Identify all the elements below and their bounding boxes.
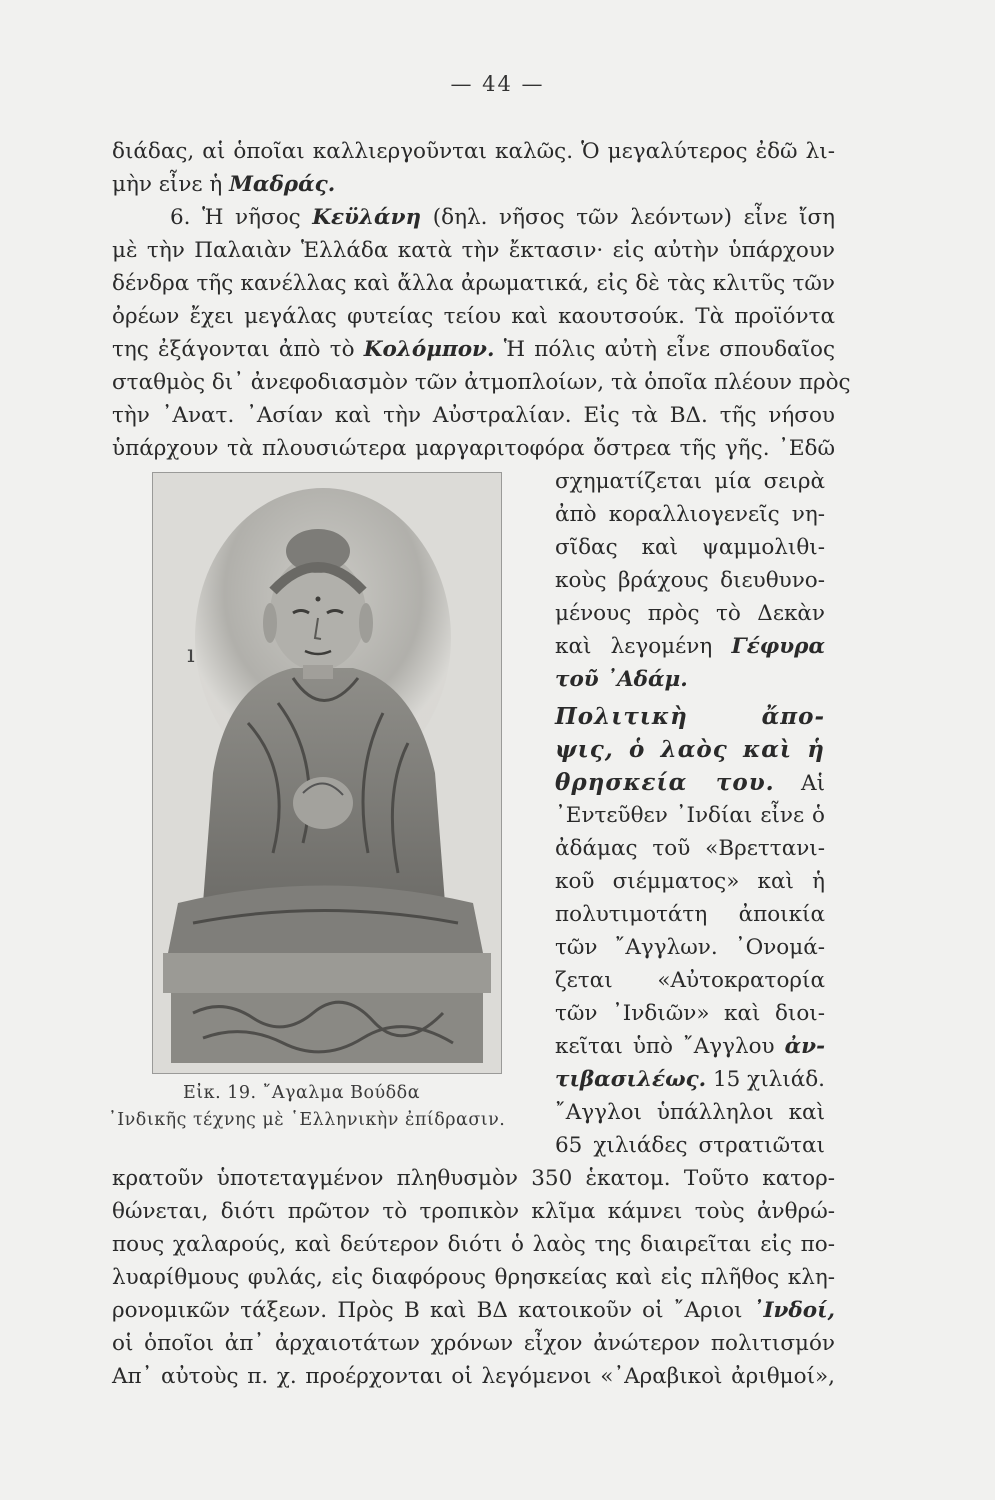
text-line: διάδας, αἱ ὁποῖαι καλλιεργοῦνται καλῶς. Ὁ μεγαλύτερος ἐδῶ λι- [112,139,835,164]
figure-caption: Εἰκ. 19. ῎Αγαλμα Βούδδα [183,1083,421,1103]
place-name: Κεϋλάνη [312,205,422,230]
text-line: κρατοῦν ὑποτεταγμένον πληθυσμὸν 350 ἑκατομ. Τοῦτο κατορ- [112,1166,835,1191]
text-line: 6. Ἡ νῆσος Κεϋλάνη (δηλ. νῆσος τῶν λεόντων) εἶνε ἴση [170,205,836,230]
text-line: δένδρα τῆς κανέλλας καὶ ἄλλα ἀρωματικά, εἰς δὲ τὰς κλιτῦς τῶν [112,271,835,296]
text-line: τῶν ᾽Ινδιῶν» καὶ διοι- [555,1001,825,1026]
place-name: Μαδράς. [229,172,336,197]
text-line: μένους πρὸς τὸ Δεκὰν [555,601,825,626]
people-name: ᾽Ινδοί, [752,1298,835,1323]
text-line: κοῦ σιέμματος» καὶ ἡ [555,869,825,894]
text-line: καὶ λεγομένη Γέφυρα [555,634,825,659]
text-line: ῎Αγγλοι ὑπάλληλοι καὶ [555,1100,825,1125]
section-heading: ψις, ὁ λαὸς καὶ ἡ [555,736,825,763]
figure-caption: ᾽Ινδικῆς τέχνης μὲ ῾Ελληνικὴν ἐπίδρασιν. [108,1110,506,1130]
text-line: της ἐξάγονται ἀπὸ τὸ Κολόμπον. Ἡ πόλις αὐτὴ εἶνε σπουδαῖος [112,337,835,362]
text-line: τιβασιλέως. 15 χιλιάδ. [555,1067,825,1092]
section-heading: θρησκεία του. Αἱ [555,769,826,796]
text-line: θώνεται, διότι πρῶτον τὸ τροπικὸν κλῖμα κάμνει τοὺς ἀνθρώ- [112,1199,835,1224]
text-line: πους χαλαρούς, καὶ δεύτερον διότι ὁ λαὸς της διαιρεῖται εἰς πο- [112,1232,835,1257]
text-line: ὀρέων ἔχει μεγάλας φυτείας τείου καὶ καουτσούκ. Τὰ προϊόντα [112,304,835,329]
title-word: τιβασιλέως. [555,1067,707,1092]
text-line: τῶν ῎Αγγλων. ᾽Ονομά- [555,935,825,960]
ink-mark: ı [187,640,195,668]
text-line: σχηματίζεται μία σειρὰ [555,469,825,494]
place-name: Κολόμπον. [363,337,495,362]
text-line: μὴν εἶνε ἡ Μαδράς. [112,172,336,197]
text-line: κεῖται ὑπὸ ῎Αγγλου ἀν- [555,1034,825,1059]
text-line [555,663,825,696]
text-line: οἱ ὁποῖοι ἀπ᾽ ἀρχαιοτάτων χρόνων εἶχον ἀνώτερον πολιτισμόν [112,1331,835,1356]
text-line: ρονομικῶν τάξεων. Πρὸς Β καὶ ΒΔ κατοικοῦν οἱ ῎Αριοι ᾽Ινδοί, [112,1298,835,1323]
buddha-statue-illustration [153,473,501,1073]
section-heading: Πολιτικὴ ἄπο- [555,703,825,730]
text-line: Απ᾽ αὐτοὺς π. χ. προέρχονται οἱ λεγόμενοι «᾽Αραβικοὶ ἀριθμοί», [112,1364,835,1389]
buddha-statue-figure [152,472,502,1074]
text-line: ἀπὸ κοραλλιογενεῖς νη- [555,502,825,527]
place-name: τοῦ ᾽Αδάμ. [555,667,688,692]
text-line: κοὺς βράχους διευθυνο- [555,568,825,593]
text-line: λυαρίθμους φυλάς, εἰς διαφόρους θρησκείας καὶ εἰς πλῆθος κλη- [112,1265,835,1290]
text-line: ὑπάρχουν τὰ πλουσιώτερα μαργαριτοφόρα ὄστρεα τῆς γῆς. ᾽Εδῶ [112,436,835,461]
text-line: ἀδάμας τοῦ «Βρεττανι- [555,836,825,861]
text-line: ζεται «Αὐτοκρατορία [555,968,825,993]
text-line: 65 χιλιάδες στρατιῶται [555,1133,825,1158]
title-word: ἀν- [784,1034,825,1059]
text-line: μὲ τὴν Παλαιὰν Ἑλλάδα κατὰ τὴν ἔκτασιν· εἰς αὐτὴν ὑπάρχουν [112,238,835,263]
text-line: σταθμὸς δι᾽ ἀνεφοδιασμὸν τῶν ἀτμοπλοίων, τὰ ὁποῖα πλέουν πρὸς [112,370,851,395]
text-line: τὴν ᾽Ανατ. ᾽Ασίαν καὶ τὴν Αὐστραλίαν. Εἰς τὰ ΒΔ. τῆς νήσου [112,403,835,428]
text-line: ᾽Εντεῦθεν ᾽Ινδίαι εἶνε ὁ [555,803,825,828]
page-number: — 44 — [450,72,545,96]
place-name: Γέφυρα [731,634,825,659]
text-line: πολυτιμοτάτη ἀποικία [555,902,825,927]
text-line: σῖδας καὶ ψαμμολιθι- [555,535,825,560]
